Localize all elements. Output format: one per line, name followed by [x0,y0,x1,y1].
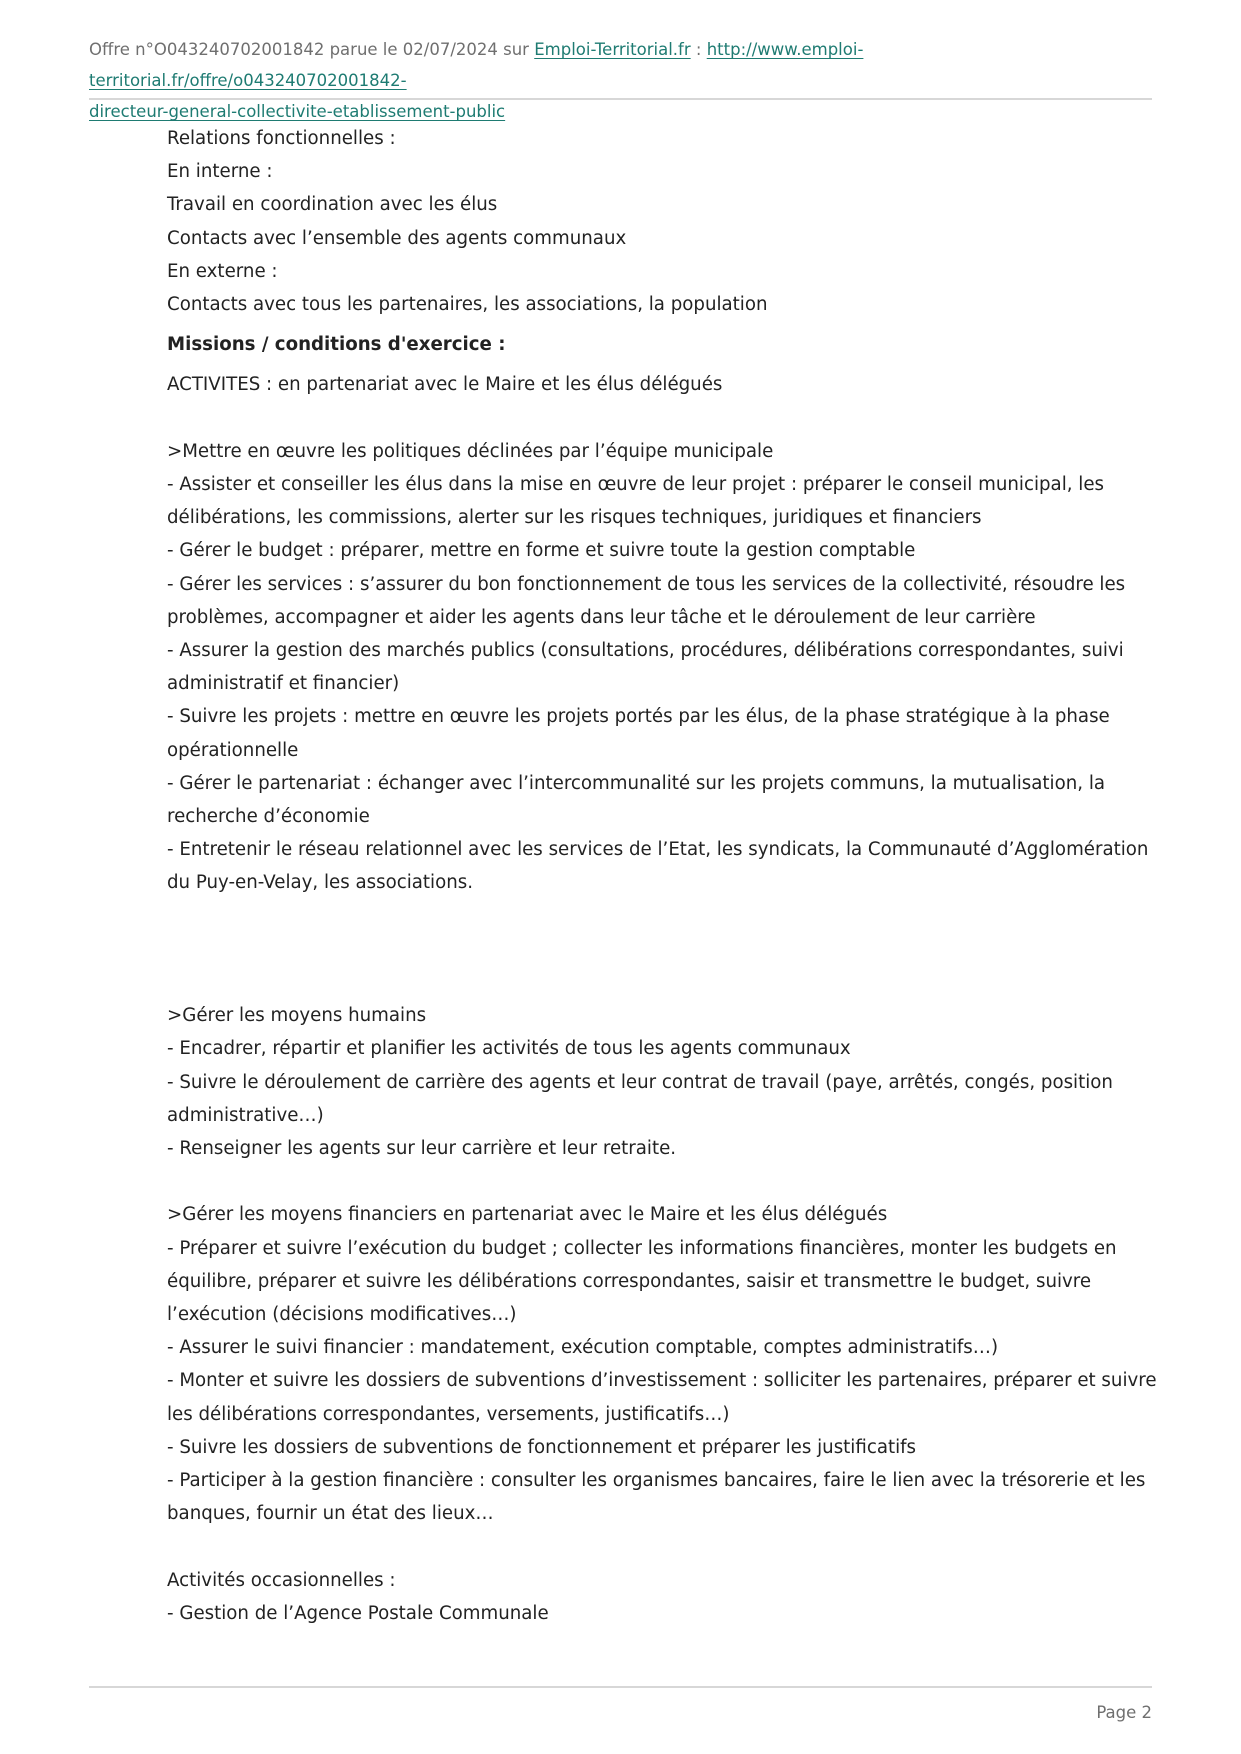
footer-divider [89,1686,1152,1688]
list-item: - Suivre les dossiers de subventions de fonctionnement et préparer les justificatifs [167,1436,917,1458]
spacer [167,1530,1159,1563]
document-body [167,122,1159,1630]
relations-title: Relations fonctionnelles : [167,128,396,149]
section-title-moyens-humains: >Gérer les moyens humains [167,1005,427,1027]
list-item: - Gérer le budget : préparer, mettre en forme et suivre toute la gestion comptable [167,540,916,562]
spacer [167,900,1159,966]
list-item: - Suivre le déroulement de carrière des agents et leur contrat de travail (paye, arrêtés, congés, position administrative…) [167,1071,1113,1126]
list-item: - Suivre les projets : mettre en œuvre les projets portés par les élus, de la phase stratégique à la phase opérationnelle [167,706,1110,761]
spacer [167,1165,1159,1198]
spacer [167,402,1159,435]
offer-url-link[interactable]: http://www.emploi-territorial.fr/offre/o043240702001842- [89,40,864,90]
header-divider [89,98,1152,100]
header-separator: : [690,40,707,59]
list-item: - Encadrer, répartir et planifier les activités de tous les agents communaux [167,1038,851,1060]
list-item: - Préparer et suivre l’exécution du budget ; collecter les informations financières, monter les budgets en équilibre, préparer et suivre les délibérations correspondantes, saisir et transmettre le budget, suivre l’exécution (décisions modificatives…) [167,1237,1117,1326]
list-item: - Gestion de l’Agence Postale Communale [167,1602,549,1624]
list-item: - Assurer le suivi financier : mandatement, exécution comptable, comptes administratifs…) [167,1337,999,1359]
external-relation-1: Contacts avec tous les partenaires, les associations, la population [167,294,768,316]
external-label: En externe : [167,260,278,282]
internal-label: En interne : [167,161,273,183]
section-title-politiques: >Mettre en œuvre les politiques déclinées par l’équipe municipale [167,440,774,462]
internal-relation-1: Travail en coordination avec les élus [167,194,498,216]
list-item: - Entretenir le réseau relationnel avec les services de l’Etat, les syndicats, la Communauté d’Agglomération du Puy-en-Velay, les associations. [167,839,1149,894]
spacer [167,966,1159,999]
list-item: - Participer à la gestion financière : consulter les organismes bancaires, faire le lien avec la trésorerie et les banques, fournir un état des lieux… [167,1470,1146,1525]
offer-reference: Offre n°O043240702001842 parue le 02/07/2024 sur [89,40,535,59]
list-item: - Gérer les services : s’assurer du bon fonctionnement de tous les services de la collectivité, résoudre les problèmes, accompagner et aider les agents dans leur tâche et le déroulement de leur carrière [167,573,1126,628]
list-item: - Assister et conseiller les élus dans la mise en œuvre de leur projet : préparer le conseil municipal, les délibérations, les commissions, alerter sur les risques techniques, juridiques et financiers [167,474,1105,529]
list-item: - Assurer la gestion des marchés publics (consultations, procédures, délibérations correspondantes, suivi administratif et financier) [167,640,1124,695]
emploi-territorial-link[interactable]: Emploi-Territorial.fr [534,40,691,59]
internal-relation-2: Contacts avec l’ensemble des agents communaux [167,227,627,249]
page-number: Page 2 [1096,1703,1152,1722]
list-item: - Monter et suivre les dossiers de subventions d’investissement : solliciter les partenaires, préparer et suivre les délibérations correspondantes, versements, justificatifs…) [167,1370,1157,1425]
missions-heading: Missions / conditions d'exercice : [167,334,506,356]
page-header [89,34,1152,127]
offer-url-link-continued[interactable]: directeur-general-collectivite-etablissement-public [89,102,506,121]
occasional-activities-title: Activités occasionnelles : [167,1569,396,1591]
section-title-moyens-financiers: >Gérer les moyens financiers en partenariat avec le Maire et les élus délégués [167,1204,888,1226]
list-item: - Renseigner les agents sur leur carrière et leur retraite. [167,1138,677,1160]
activities-intro: ACTIVITES : en partenariat avec le Maire et les élus délégués [167,374,723,396]
list-item: - Gérer le partenariat : échanger avec l’intercommunalité sur les projets communs, la mutualisation, la recherche d’économie [167,772,1106,828]
